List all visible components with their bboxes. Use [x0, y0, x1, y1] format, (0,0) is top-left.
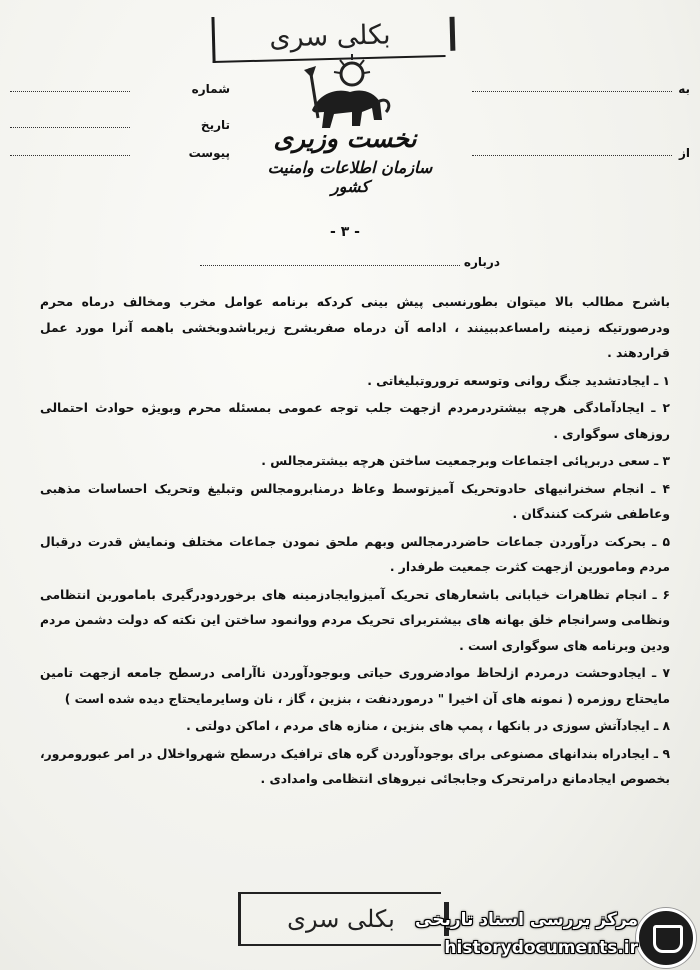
- classification-text-bottom: بکلی سری: [287, 905, 395, 933]
- from-label: از: [678, 146, 690, 160]
- watermark-title: مرکز بررسی اسناد تاریخی: [415, 910, 638, 930]
- list-item: ۱ ـ ایجادتشدید جنگ روانی وتوسعه تروروتبلیغاتی .: [367, 373, 670, 388]
- classification-text-top: بکلی سری: [269, 18, 391, 54]
- date-label: تاریخ: [200, 118, 230, 132]
- list-item: ۶ ـ انجام تظاهرات خیابانی باشعارهای تحریک آمیزوایجادزمینه های برخوردودرگیری باماموربن انتظامی ونظامی وسرانجام خلق بهانه های بیشتربرای تحریک مردم ووانمود ساختن این نکته که دولت دشمن مردم ودین وبرنامه های سوگواری است .: [40, 587, 670, 653]
- document-body: [40, 290, 670, 795]
- number-dots: [10, 91, 130, 92]
- stamp-bar: [450, 17, 456, 51]
- archive-logo-icon: [636, 908, 696, 968]
- list-item: ۷ ـ ایجادوحشت درمردم ازلحاظ موادضروری حیاتی وبوجودآوردن ناآرامی درسطح جامعه ازجهت تامین مایحتاج روزمره ( نمونه های آن اخیرا " درموردنفت ، بنزین ، گاز ، نان وسایرمایحتاج دیده شده است ): [40, 666, 670, 706]
- body-intro: باشرح مطالب بالا میتوان بطورنسبی پیش بینی کردکه برنامه عوامل مخرب ومخالف درماه محرم ودرصورتیکه زمینه رامساعدببینند ، ادامه آن درماه صفربشرح زیرباشدوبخشی باهمه آنرا مورد عمل قراردهند .: [40, 295, 670, 360]
- list-item: ۳ ـ سعی دربرپائی اجتماعات وبرجمعیت ساختن هرچه بیشترمجالس .: [261, 454, 670, 468]
- watermark-url[interactable]: historydocuments.ir: [444, 938, 638, 958]
- list-item: ۹ ـ ایجادراه بندانهای مصنوعی برای بوجودآوردن گره های ترافیک درسطح شهرواخلال در امر عبورومرور، بخصوص ایجادمانع درامرتحرک وجابجائی نیروهای انتظامی وامدادی .: [40, 746, 670, 786]
- attachment-label: پیوست: [188, 146, 230, 160]
- to-label: به: [678, 82, 690, 96]
- org-subname: سازمان اطلاعات وامنیت کشور: [267, 158, 433, 196]
- list-item: ۵ ـ بحرکت درآوردن جماعات حاضردرمجالس وبهم ملحق نمودن جماعات مختلف ونمایش قدرت درقبال مردم ومامورین ازجهت کثرت جمعیت طرفدار .: [40, 534, 670, 574]
- list-item: ۲ ـ ایجادآمادگی هرچه بیشتردرمردم ازجهت جلب توجه عمومی بمسئله محرم وبویژه حوادث احتمالی روزهای سوگواری .: [40, 401, 670, 441]
- to-dots: [472, 91, 672, 92]
- list-item: ۴ ـ انجام سخنرانیهای حادوتحریک آمیزتوسط وعاظ درمنابرومجالس وتبلیغ وتحریک احساسات مذهبی وعاطفی شرکت کنندگان .: [40, 481, 670, 521]
- date-dots: [10, 127, 130, 128]
- subject-field: [160, 255, 500, 271]
- list-item: ۸ ـ ایجادآتش سوزی در بانکها ، پمپ های بنزین ، منازه های مردم ، اماکن دولتی .: [186, 719, 670, 733]
- classification-stamp-bottom: [238, 892, 441, 946]
- subject-dots: [200, 265, 460, 266]
- subject-label: درباره: [463, 255, 500, 269]
- page-number: - ۳ -: [330, 224, 360, 240]
- watermark: [415, 904, 700, 970]
- from-dots: [472, 155, 672, 156]
- attachment-dots: [10, 155, 130, 156]
- org-name: نخست وزیری: [273, 124, 417, 153]
- number-label: شماره: [191, 82, 230, 96]
